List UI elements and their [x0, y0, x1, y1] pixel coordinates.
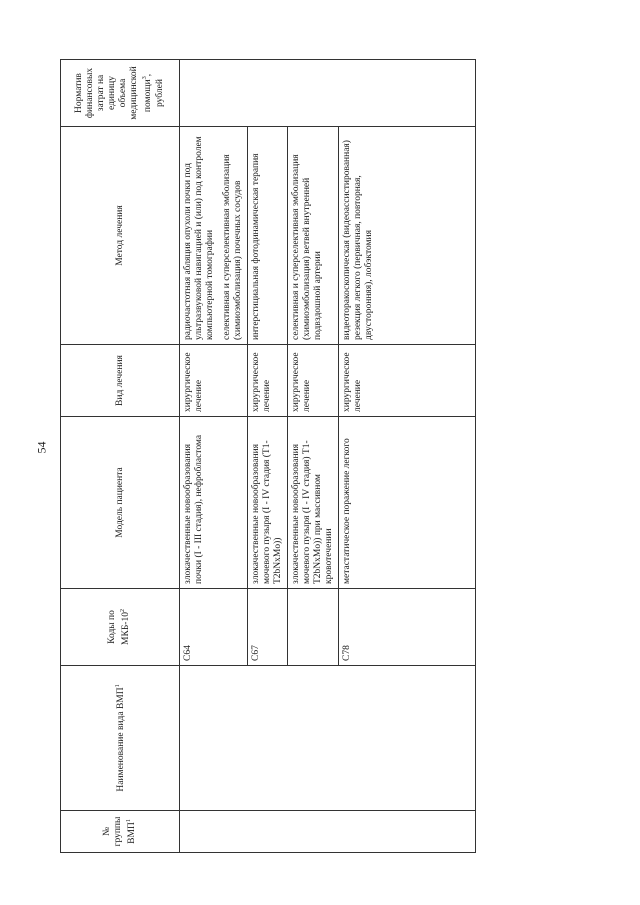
cell-type: хирургическое лечение [180, 345, 248, 417]
cell-model: злокачественные новообразования почки (I - III стадия), нефробластома [180, 417, 248, 589]
cell-method [180, 127, 248, 345]
cell-code: C67 [248, 589, 288, 666]
method-text: радиочастотная абляция опухоли почки под ультразвуковой навигацией и (или) под контролем компьютерной томографии [183, 136, 215, 340]
cell-method: интерстициальная фотодинамическая терапия [248, 127, 288, 345]
cell-type: хирургическое лечение [339, 345, 476, 417]
cell-type: хирургическое лечение [248, 345, 288, 417]
vmp-table [60, 59, 476, 853]
rotated-page-content [60, 60, 633, 853]
header-model: Модель пациента [61, 417, 180, 589]
cell-model: метастатическое поражение легкого [339, 417, 476, 589]
cell-code [288, 589, 339, 666]
table-row [180, 60, 248, 853]
cell-code: C64 [180, 589, 248, 666]
header-name: Наименование вида ВМП$^1$ [61, 666, 180, 811]
cell-method: селективная и суперселективная эмболизация (химиоэмболизация) ветвей внутренней подвздошной артерии [288, 127, 339, 345]
header-group: № группы ВМП$^1$ [61, 811, 180, 853]
cell-norm [180, 60, 476, 127]
page-number: 54 [34, 441, 49, 454]
cell-model: злокачественные новообразования мочевого пузыря (I - IV стадия) T1-T2bNxMo)) при массивном кровотечении [288, 417, 339, 589]
header-row [61, 60, 180, 853]
cell-method: видеоторакоскопическая (видеоассистированная) резекция легкого (первичная, повторная, двусторонняя), лобэктомия [339, 127, 476, 345]
header-norm: Норматив финансовых затрат на единицу объема медицинской помощи$^3$, рублей [61, 60, 180, 127]
cell-code: C78 [339, 589, 476, 666]
cell-model: злокачественные новообразования мочевого пузыря (I - IV стадия (T1-T2bNxMo)) [248, 417, 288, 589]
cell-name [180, 666, 476, 811]
cell-type: хирургическое лечение [288, 345, 339, 417]
header-method: Метод лечения [61, 127, 180, 345]
method-text: селективная и суперселективная эмболизация (химиоэмболизация) почечных сосудов [222, 154, 243, 340]
cell-group [180, 811, 476, 853]
header-codes: Коды по МКБ-$10^2$ [61, 589, 180, 666]
header-type: Вид лечения [61, 345, 180, 417]
